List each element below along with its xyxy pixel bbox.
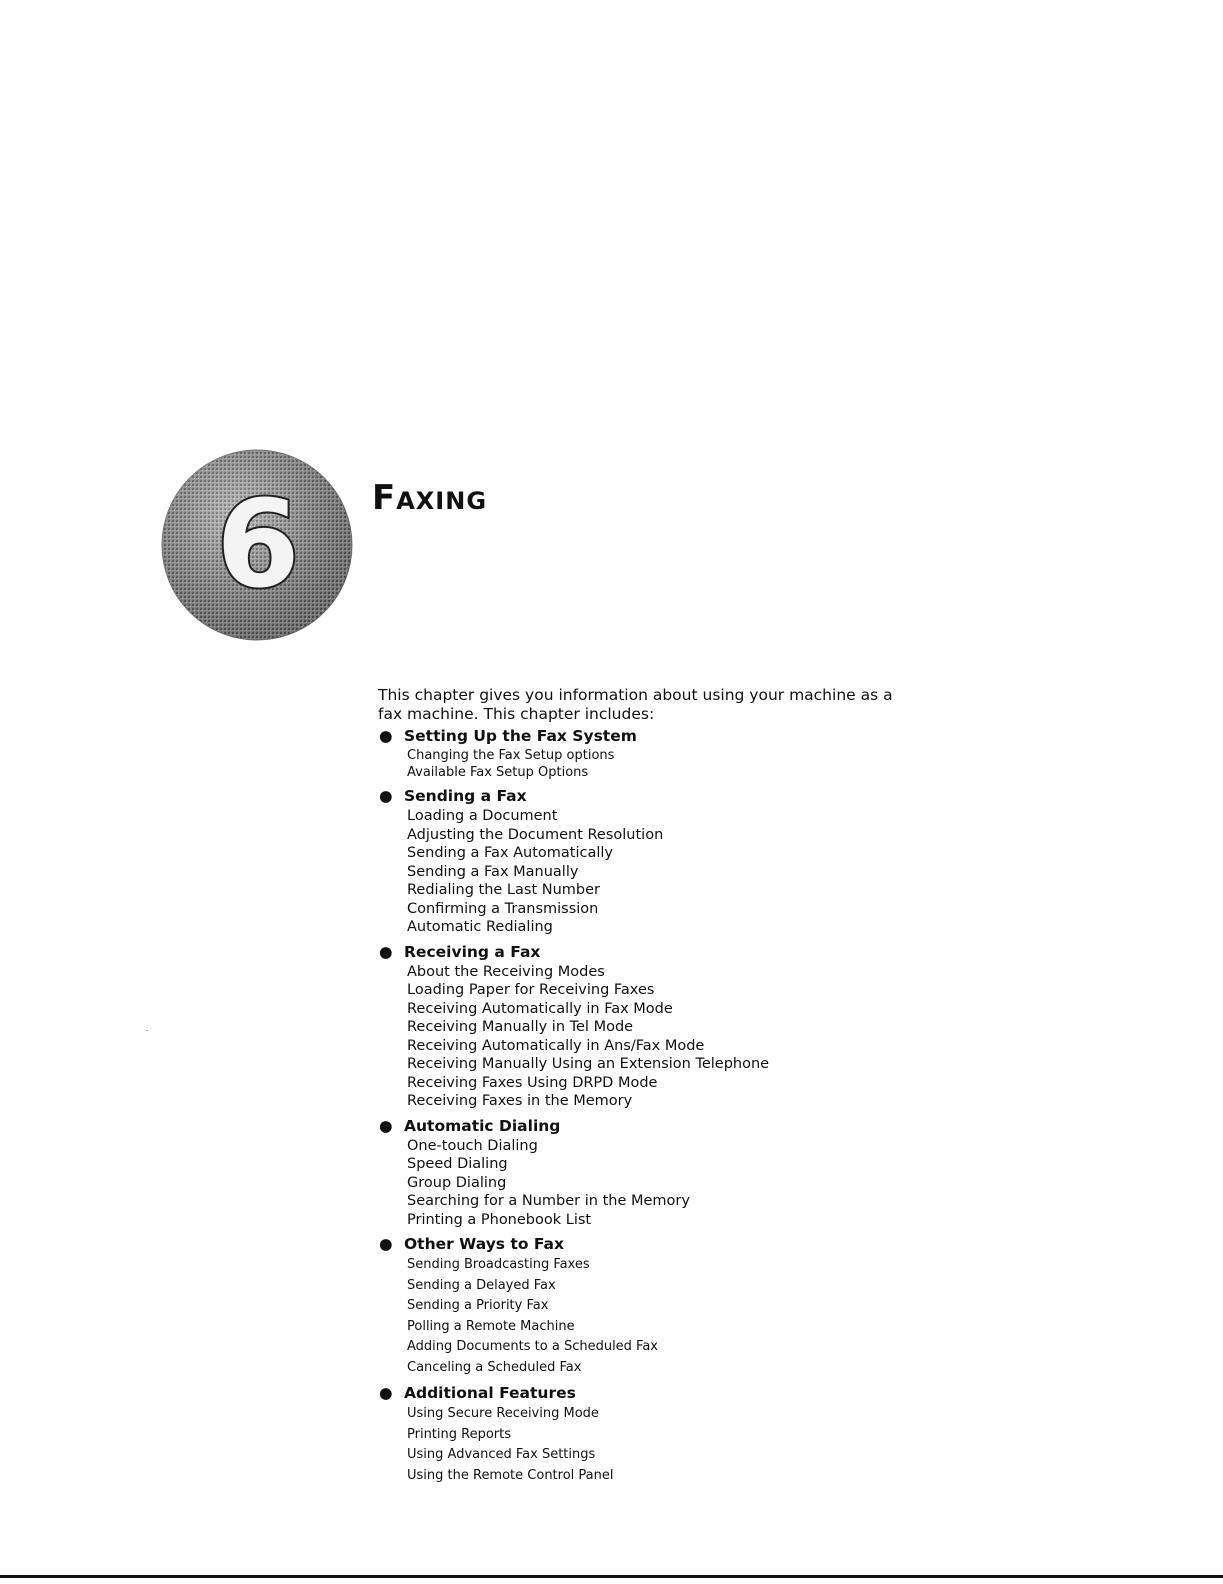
contents-item: Receiving Automatically in Fax Mode xyxy=(407,1000,673,1017)
section-heading: Sending a Fax xyxy=(404,787,527,805)
contents-item: Receiving Faxes in the Memory xyxy=(407,1093,633,1109)
bullet-icon: ● xyxy=(379,1116,393,1135)
contents-item: Printing a Phonebook List xyxy=(407,1211,592,1228)
contents-item: Sending Broadcasting Faxes xyxy=(407,1257,590,1272)
contents-item: Using Advanced Fax Settings xyxy=(407,1447,596,1462)
contents-item: Sending a Fax Manually xyxy=(407,863,579,880)
section-heading: Automatic Dialing xyxy=(404,1116,561,1135)
page-bottom-rule xyxy=(0,1575,1223,1578)
contents-item: Using Secure Receiving Mode xyxy=(407,1406,599,1421)
contents-item: Adjusting the Document Resolution xyxy=(407,826,664,843)
contents-item: Adding Documents to a Scheduled Fax xyxy=(407,1339,659,1354)
contents-section xyxy=(378,942,938,1111)
contents-item: Sending a Priority Fax xyxy=(407,1298,549,1313)
chapter-intro: This chapter gives you information about using your machine as a fax machine. This chapter includes: xyxy=(378,686,893,723)
section-heading: Setting Up the Fax System xyxy=(404,727,637,745)
contents-item: Sending a Fax Automatically xyxy=(407,845,614,861)
contents-section xyxy=(378,1383,938,1486)
contents-section xyxy=(378,726,938,781)
contents-item: Polling a Remote Machine xyxy=(407,1318,575,1334)
contents-item: Using the Remote Control Panel xyxy=(407,1467,614,1483)
chapter-number: 6 xyxy=(216,476,300,615)
chapter-title: Faxing xyxy=(372,478,488,518)
bullet-icon: ● xyxy=(379,727,393,745)
contents-section xyxy=(378,1116,938,1230)
contents-item: Receiving Manually in Tel Mode xyxy=(407,1019,634,1035)
contents-item: Automatic Redialing xyxy=(407,919,553,935)
contents-item: Sending a Delayed Fax xyxy=(407,1277,556,1293)
bullet-icon: ● xyxy=(379,787,393,805)
contents-item: One-touch Dialing xyxy=(407,1137,538,1154)
contents-item: Receiving Faxes Using DRPD Mode xyxy=(407,1074,658,1091)
contents-item: Speed Dialing xyxy=(407,1156,508,1172)
chapter-number-badge xyxy=(160,448,355,643)
bullet-icon: ● xyxy=(379,1384,393,1402)
bullet-icon: ● xyxy=(379,942,393,961)
contents-item: Searching for a Number in the Memory xyxy=(407,1193,690,1209)
scan-speck xyxy=(146,1030,148,1031)
chapter-contents xyxy=(378,726,938,1491)
contents-section xyxy=(378,786,938,937)
contents-section xyxy=(378,1234,938,1378)
contents-item: Changing the Fax Setup options xyxy=(407,748,615,763)
bullet-icon: ● xyxy=(379,1235,393,1253)
contents-item: Printing Reports xyxy=(407,1426,512,1442)
contents-item: Redialing the Last Number xyxy=(407,882,600,898)
contents-item: Canceling a Scheduled Fax xyxy=(407,1359,582,1375)
section-heading: Other Ways to Fax xyxy=(404,1235,565,1253)
contents-item: Loading a Document xyxy=(407,808,558,824)
contents-item: Confirming a Transmission xyxy=(407,900,599,917)
section-heading: Additional Features xyxy=(404,1384,576,1402)
contents-item: About the Receiving Modes xyxy=(407,963,605,980)
contents-item: Available Fax Setup Options xyxy=(407,765,589,780)
contents-item: Receiving Automatically in Ans/Fax Mode xyxy=(407,1037,705,1054)
section-heading: Receiving a Fax xyxy=(404,942,541,961)
contents-item: Receiving Manually Using an Extension Telephone xyxy=(407,1056,770,1072)
contents-item: Loading Paper for Receiving Faxes xyxy=(407,982,655,998)
contents-item: Group Dialing xyxy=(407,1174,507,1191)
